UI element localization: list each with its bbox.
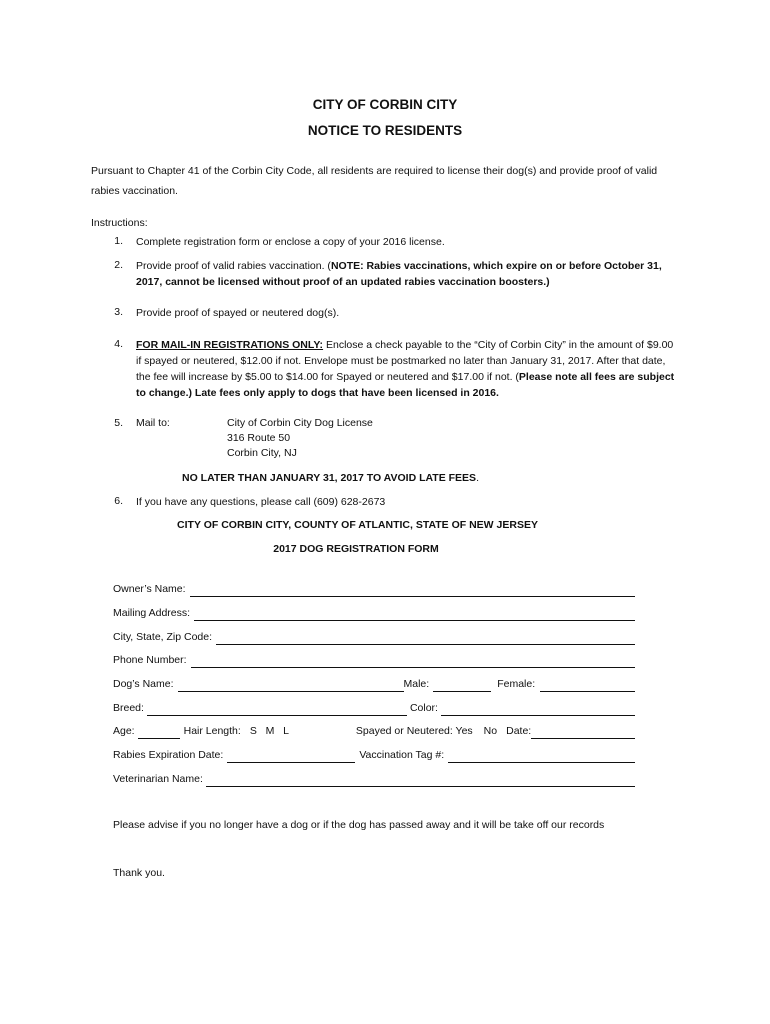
title-notice: NOTICE TO RESIDENTS (307, 123, 463, 138)
date-label: Date: (506, 724, 532, 737)
mail-to-label: Mail to: (136, 417, 170, 429)
advise-note: Please advise if you no longer have a dog or if the dog has passed away and it will be take off our records (113, 819, 605, 831)
item-4-note: Please note all fees are subject to change.) Late fees only apply to dogs that have been licensed in 2016. (136, 371, 675, 399)
phone-label: Phone Number: (113, 653, 187, 666)
item-number: 3. (114, 306, 123, 318)
title-city: CITY OF CORBIN CITY (312, 97, 458, 112)
owner-name-field[interactable] (190, 585, 635, 597)
mail-in-heading: FOR MAIL-IN REGISTRATIONS ONLY: (136, 339, 324, 351)
city-state-zip-label: City, State, Zip Code: (113, 630, 213, 643)
instruction-item-1: Complete registration form or enclose a copy of your 2016 license. (136, 236, 445, 248)
city-state-zip-row (113, 629, 635, 645)
dog-name-field[interactable] (178, 680, 404, 692)
female-label: Female: (497, 677, 536, 690)
thank-you: Thank you. (113, 867, 165, 879)
spayed-no-option[interactable]: No (483, 724, 498, 737)
instruction-item-2 (136, 258, 681, 290)
form-heading-county: CITY OF CORBIN CITY, COUNTY OF ATLANTIC, STATE OF NEW JERSEY (177, 519, 538, 531)
color-label: Color: (409, 701, 438, 714)
male-label: Male: (403, 677, 430, 690)
dog-name-label: Dog’s Name: (113, 677, 174, 690)
item-4-text: Enclose a check payable to the “City of Corbin City” in the amount of $9.00 if spayed or neutered, $12.00 if not. Envelope must be postmarked no later than January 31, 2017. After that date, the fee will increase by $5.00 to $14.00 for Spayed or neutered and $17.00 if not. ( (136, 339, 674, 383)
age-row (113, 723, 635, 739)
age-label: Age: (113, 724, 135, 737)
rabies-expiration-field[interactable] (227, 751, 355, 763)
color-field[interactable] (441, 704, 635, 716)
dog-name-row (113, 676, 635, 692)
address-line-1: City of Corbin City Dog License (227, 417, 373, 429)
mail-address (227, 416, 373, 461)
instructions-label: Instructions: (91, 217, 148, 229)
vaccination-tag-field[interactable] (448, 751, 635, 763)
intro-paragraph: Pursuant to Chapter 41 of the Corbin City Code, all residents are required to license their dog(s) and provide proof of valid rabies vaccination. (91, 165, 658, 197)
form-heading-title: 2017 DOG REGISTRATION FORM (273, 543, 439, 555)
spayed-neutered-label[interactable]: Spayed or Neutered: Yes (355, 724, 473, 737)
city-state-zip-field[interactable] (216, 633, 635, 645)
veterinarian-field[interactable] (206, 775, 635, 787)
address-line-3: Corbin City, NJ (227, 447, 297, 459)
breed-field[interactable] (147, 704, 407, 716)
rabies-expiration-label: Rabies Expiration Date: (113, 748, 224, 761)
date-field[interactable] (531, 727, 635, 739)
breed-label: Breed: (113, 701, 144, 714)
veterinarian-row (113, 771, 635, 787)
instruction-item-6: If you have any questions, please call (609) 628-2673 (136, 496, 386, 508)
item-number: 4. (114, 338, 123, 350)
mailing-address-row (113, 605, 635, 621)
owner-name-label: Owner’s Name: (113, 582, 186, 595)
male-field[interactable] (433, 680, 491, 692)
instruction-item-3: Provide proof of spayed or neutered dog(s). (136, 307, 340, 319)
address-line-2: 316 Route 50 (227, 432, 291, 444)
deadline-text: NO LATER THAN JANUARY 31, 2017 TO AVOID LATE FEES (182, 472, 477, 484)
phone-row (113, 652, 635, 668)
item-2-text: Provide proof of valid rabies vaccination. ( (136, 260, 331, 272)
mailing-address-field[interactable] (194, 609, 635, 621)
instruction-item-4 (136, 337, 681, 401)
phone-field[interactable] (191, 656, 635, 668)
item-number: 5. (114, 417, 123, 429)
item-number: 6. (114, 495, 123, 507)
hair-length-label: Hair Length: (183, 724, 241, 737)
breed-row (113, 700, 635, 716)
item-number: 1. (114, 235, 123, 247)
female-field[interactable] (540, 680, 635, 692)
deadline-notice (182, 471, 479, 486)
veterinarian-label: Veterinarian Name: (113, 772, 203, 785)
hair-length-options[interactable]: S M L (249, 724, 289, 737)
deadline-dot: . (476, 472, 479, 484)
item-number: 2. (114, 259, 123, 271)
rabies-row (113, 747, 635, 763)
item-2-note: NOTE: Rabies vaccinations, which expire on or before October 31, 2017, cannot be licensed without proof of an updated rabies vaccination boosters.) (136, 260, 662, 288)
age-field[interactable] (138, 727, 180, 739)
owner-name-row (113, 581, 635, 597)
vaccination-tag-label: Vaccination Tag #: (359, 748, 445, 761)
mailing-address-label: Mailing Address: (113, 606, 191, 619)
